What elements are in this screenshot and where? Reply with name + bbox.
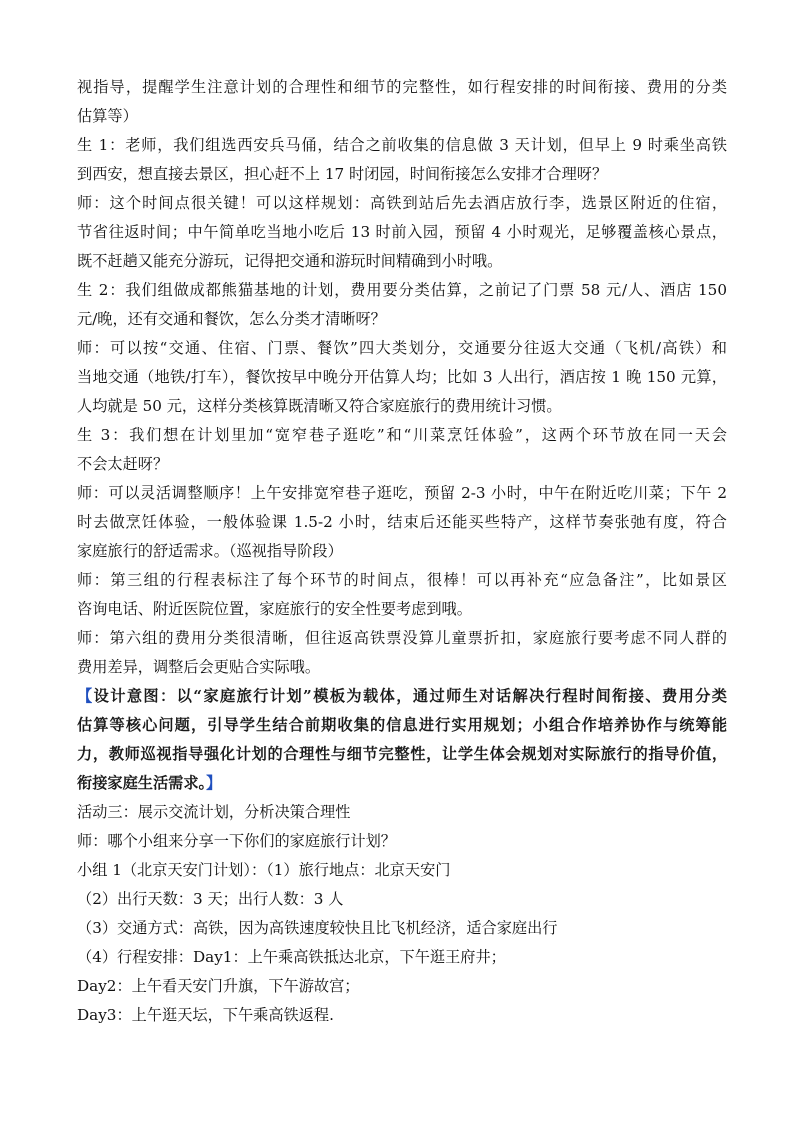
text-line: 咨询电话、附近医院位置，家庭旅行的安全性要考虑到哦。 — [77, 600, 472, 618]
text-line: （4）行程安排：Day1：上午乘高铁抵达北京，下午逛王府井； — [77, 948, 506, 966]
open-bracket: 【 — [77, 687, 94, 705]
design-intent-line — [77, 769, 727, 798]
text-line: 估算等） — [77, 107, 138, 125]
design-intent-text: 设计意图：以“家庭旅行计划”模板为载体，通过师生对话解决行程时间衔接、费用分类 — [93, 687, 727, 705]
activity-heading: 活动三：展示交流计划，分析决策合理性 — [77, 803, 351, 821]
text-line: 元/晚，还有交通和餐饮，怎么分类才清晰呀？ — [77, 310, 386, 328]
text-line: 时去做烹饪体验，一般体验课 1.5-2 小时，结束后还能买些特产，这样节奏张弛有度，符合 — [77, 513, 727, 531]
text-line: 生 1：老师，我们组选西安兵马俑，结合之前收集的信息做 3 天计划，但早上 9 时乘坐高铁 — [77, 136, 727, 154]
text-line: Day3：上午逛天坛，下午乘高铁返程. — [77, 1006, 334, 1024]
text-line: Day2：上午看天安门升旗，下午游故宫； — [77, 977, 360, 995]
text-line: 不会太赶呀？ — [77, 455, 169, 473]
text-line: 师：第三组的行程表标注了每个环节的时间点，很棒！可以再补充“应急备注”，比如景区 — [77, 571, 727, 589]
text-line: 视指导，提醒学生注意计划的合理性和细节的完整性，如行程安排的时间衔接、费用的分类 — [77, 78, 727, 96]
design-intent-line: 估算等核心问题，引导学生结合前期收集的信息进行实用规划；小组合作培养协作与统筹能 — [77, 716, 727, 734]
text-line: 既不赶趟又能充分游玩，记得把交通和游玩时间精确到小时哦。 — [77, 252, 503, 270]
text-line: （3）交通方式：高铁，因为高铁速度较快且比飞机经济，适合家庭出行 — [77, 919, 558, 937]
text-line: 生 2：我们组做成都熊猫基地的计划，费用要分类估算，之前记了门票 58 元/人、酒店 150 — [77, 281, 727, 299]
text-line: 师：可以按“交通、住宿、门票、餐饮”四大类划分，交通要分往返大交通（飞机/高铁）和 — [77, 339, 727, 357]
text-line: 生 3：我们想在计划里加“宽窄巷子逛吃”和“川菜烹饪体验”，这两个环节放在同一天会 — [77, 426, 727, 444]
text-line: 当地交通（地铁/打车），餐饮按早中晚分开估算人均；比如 3 人出行，酒店按 1 晚 150 元算， — [77, 368, 727, 386]
text-line: 费用差异，调整后会更贴合实际哦。 — [77, 658, 320, 676]
text-line: 小组 1（北京天安门计划）：（1）旅行地点：北京天安门 — [77, 861, 451, 879]
activity-three-section — [77, 798, 727, 1030]
text-line: 师：可以灵活调整顺序！上午安排宽窄巷子逛吃，预留 2-3 小时，中午在附近吃川菜；下午 2 — [77, 484, 727, 502]
text-line: 到西安，想直接去景区，担心赶不上 17 时闭园，时间衔接怎么安排才合理呀？ — [77, 165, 608, 183]
document-page — [77, 73, 727, 1030]
text-line: （2）出行天数：3 天；出行人数：3 人 — [77, 890, 344, 908]
dialogue-section — [77, 73, 727, 682]
design-intent-line — [77, 682, 727, 711]
text-line: 节省往返时间；中午简单吃当地小吃后 13 时前入园，预留 4 小时观光，足够覆盖核心景点， — [77, 223, 727, 241]
text-line: 人均就是 50 元，这样分类核算既清晰又符合家庭旅行的费用统计习惯。 — [77, 397, 562, 415]
text-line: 师：哪个小组来分享一下你们的家庭旅行计划？ — [77, 832, 396, 850]
text-line: 师：这个时间点很关键！可以这样规划：高铁到站后先去酒店放行李，选景区附近的住宿， — [77, 194, 727, 212]
text-line: 家庭旅行的舒适需求。（巡视指导阶段） — [77, 542, 343, 560]
design-intent-line: 力，教师巡视指导强化计划的合理性与细节完整性，让学生体会规划对实际旅行的指导价值， — [77, 745, 727, 763]
close-bracket: 】 — [206, 774, 222, 792]
text-line: 师：第六组的费用分类很清晰，但往返高铁票没算儿童票折扣，家庭旅行要考虑不同人群的 — [77, 629, 727, 647]
design-intent-text: 衔接家庭生活需求。 — [77, 774, 207, 792]
design-intent-block — [77, 682, 727, 798]
